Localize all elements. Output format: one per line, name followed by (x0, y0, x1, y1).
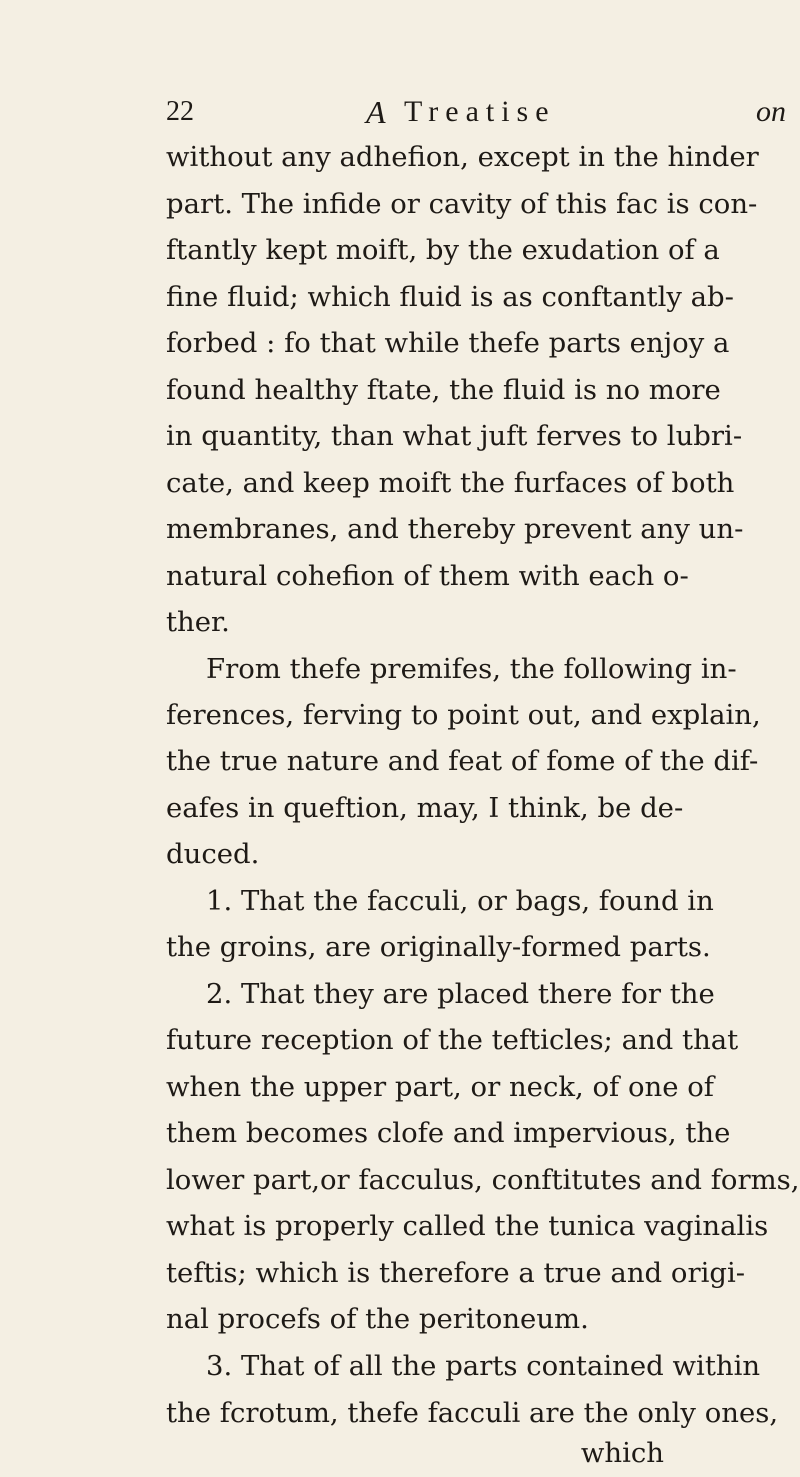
text-line: lower part,or facculus, conftitutes and forms, (166, 1164, 800, 1196)
text-line: part. The infide or cavity of this fac is con- (166, 188, 758, 220)
text-line: 1. That the facculi, or bags, found in (206, 885, 714, 917)
text-line: the groins, are originally-formed parts. (166, 931, 711, 963)
text-line: duced. (166, 838, 260, 870)
text-line: without any adhefion, except in the hinder (166, 141, 759, 173)
page-number: 22 (166, 96, 194, 127)
text-line: ther. (166, 606, 230, 638)
text-line: From thefe premifes, the following in- (206, 653, 737, 685)
text-line: 3. That of all the parts contained within (206, 1350, 761, 1382)
text-line: fine fluid; which fluid is as conftantly ab- (166, 281, 734, 313)
text-line: in quantity, than what juft ferves to lubri- (166, 420, 743, 452)
text-line: natural cohefion of them with each o- (166, 560, 689, 592)
text-line: which (580, 1437, 664, 1469)
text-line: cate, and keep moift the furfaces of both (166, 467, 735, 499)
text-line: what is properly called the tunica vaginalis (166, 1210, 769, 1242)
text-line: them becomes clofe and impervious, the (166, 1117, 731, 1149)
header-title-a: A (366, 94, 386, 130)
running-header (166, 92, 786, 132)
text-line: eafes in queftion, may, I think, be de- (166, 792, 684, 824)
text-line: the fcrotum, thefe facculi are the only ones, (166, 1397, 779, 1429)
header-title-on: on (756, 95, 786, 128)
header-title-word: Treatise (404, 95, 556, 128)
text-line: forbed : fo that while thefe parts enjoy a (166, 327, 730, 359)
text-line: when the upper part, or neck, of one of (166, 1071, 714, 1103)
text-line: nal procefs of the peritoneum. (166, 1303, 589, 1335)
text-line: teftis; which is therefore a true and origi- (166, 1257, 746, 1289)
text-line: the true nature and feat of fome of the dif- (166, 745, 759, 777)
text-line: ferences, ferving to point out, and explain, (166, 699, 761, 731)
text-line: found healthy ftate, the fluid is no more (166, 374, 721, 406)
text-line: membranes, and thereby prevent any un- (166, 513, 744, 545)
text-line: ftantly kept moift, by the exudation of a (166, 234, 720, 266)
text-line: future reception of the tefticles; and that (166, 1024, 739, 1056)
text-line: 2. That they are placed there for the (206, 978, 715, 1010)
